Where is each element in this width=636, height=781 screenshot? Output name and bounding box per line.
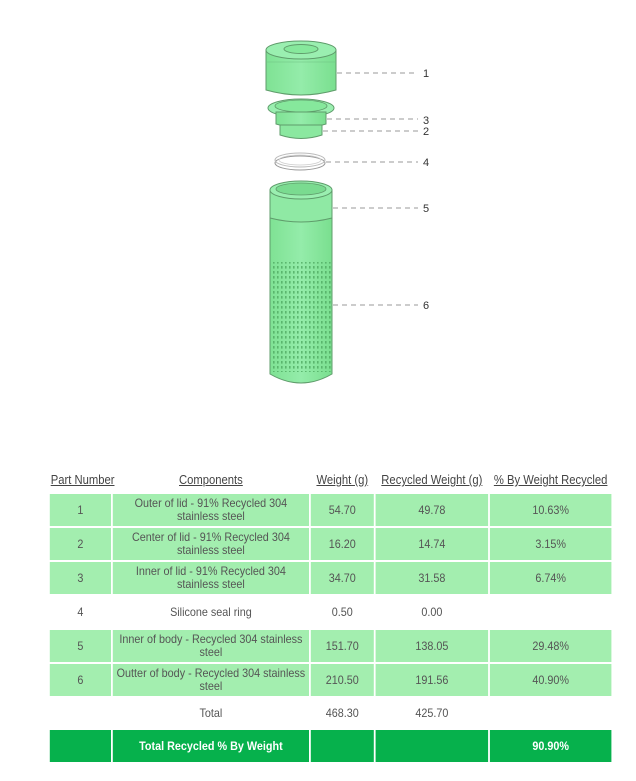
cell-component: Silicone seal ring (113, 596, 309, 628)
table-row (50, 494, 612, 526)
cell-component: Center of lid - 91% Recycled 304 stainless steel (113, 528, 309, 560)
cell-weight: 0.50 (311, 596, 374, 628)
grand-total-label: Total Recycled % By Weight (113, 730, 309, 762)
callout-1: 1 (423, 68, 430, 80)
cell-recycled: 31.58 (376, 562, 488, 594)
cell-pct (490, 596, 611, 628)
cell-part: 4 (50, 596, 111, 628)
cell-component: Inner of lid - 91% Recycled 304 stainless steel (113, 562, 309, 594)
cell-recycled: 14.74 (376, 528, 488, 560)
callout-2: 2 (423, 126, 430, 138)
cell-pct: 29.48% (490, 630, 611, 662)
cell-recycled: 138.05 (376, 630, 488, 662)
total-recycled: 425.70 (376, 698, 488, 728)
cell-recycled: 0.00 (376, 596, 488, 628)
callout-4: 4 (423, 157, 430, 169)
header-components: Components (179, 473, 243, 487)
table-row (50, 596, 612, 628)
total-row (50, 698, 612, 728)
cell-weight: 151.70 (311, 630, 374, 662)
cell-component: Inner of body - Recycled 304 stainless steel (113, 630, 309, 662)
cell-part: 6 (50, 664, 111, 696)
header-weight: Weight (g) (316, 473, 369, 487)
cell-part: 2 (50, 528, 111, 560)
cell-pct: 40.90% (490, 664, 611, 696)
recycled-weight-table (48, 466, 613, 764)
cell-pct: 10.63% (490, 494, 611, 526)
table-row (50, 528, 612, 560)
part-2-center-lid (280, 125, 322, 139)
part-5-inner-body (270, 181, 332, 222)
leader-lines (323, 73, 418, 305)
header-recycled-weight: Recycled Weight (g) (381, 473, 483, 487)
table-row (50, 562, 612, 594)
cell-weight: 16.20 (311, 528, 374, 560)
total-label: Total (113, 698, 309, 728)
cell-part: 1 (50, 494, 111, 526)
cell-recycled: 191.56 (376, 664, 488, 696)
grand-total-pct: 90.90% (490, 730, 611, 762)
table-row (50, 630, 612, 662)
table-row (50, 664, 612, 696)
callout-3: 3 (423, 115, 430, 127)
total-weight: 468.30 (311, 698, 374, 728)
cell-weight: 34.70 (311, 562, 374, 594)
cell-recycled: 49.78 (376, 494, 488, 526)
callout-5: 5 (423, 203, 430, 215)
cell-weight: 210.50 (311, 664, 374, 696)
cell-component: Outer of lid - 91% Recycled 304 stainless steel (113, 494, 309, 526)
cell-component: Outter of body - Recycled 304 stainless steel (113, 664, 309, 696)
part-3-inner-lid (268, 99, 334, 128)
cell-part: 3 (50, 562, 111, 594)
grand-total-row (50, 730, 612, 762)
header-part-number: Part Number (50, 473, 115, 487)
cell-weight: 54.70 (311, 494, 374, 526)
cell-pct: 6.74% (490, 562, 611, 594)
table-header-row (50, 468, 612, 492)
callout-6: 6 (423, 300, 430, 312)
cell-pct: 3.15% (490, 528, 611, 560)
cell-part: 5 (50, 630, 111, 662)
part-4-seal-ring (275, 153, 325, 170)
part-1-outer-lid (266, 41, 336, 95)
header-pct-recycled: % By Weight Recycled (493, 473, 608, 487)
